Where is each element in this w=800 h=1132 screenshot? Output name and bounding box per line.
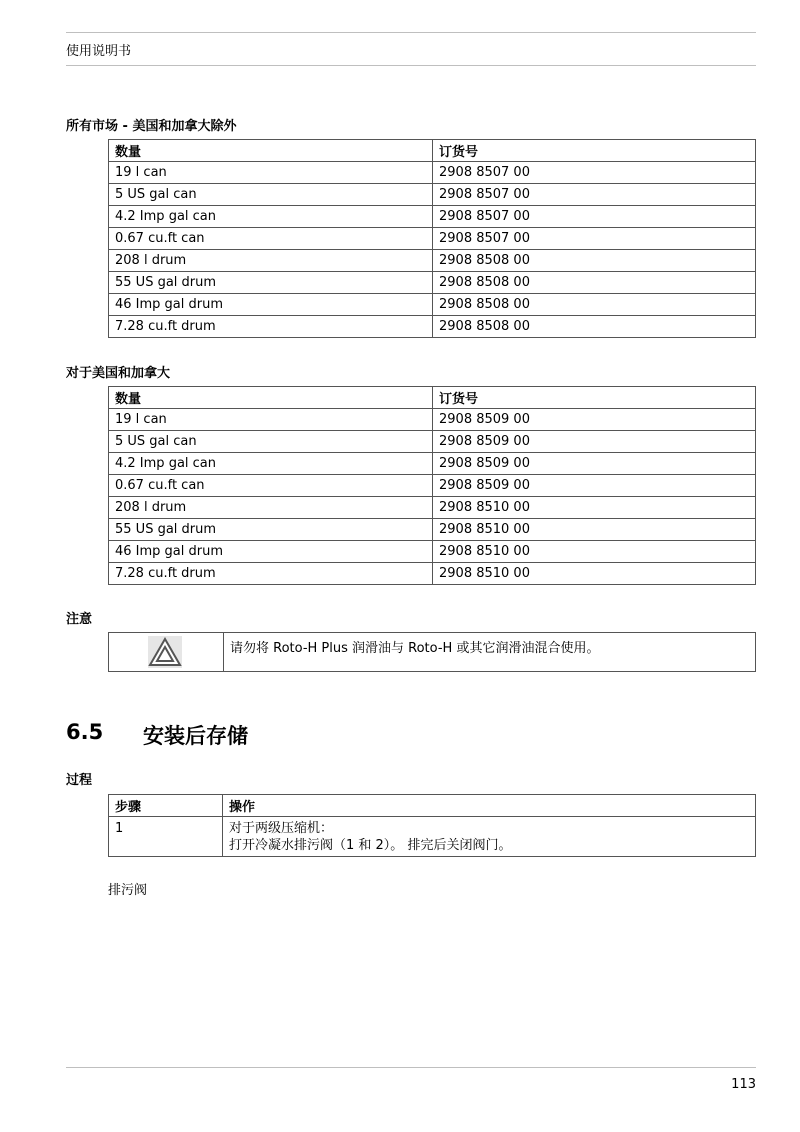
table-header-row (109, 795, 756, 817)
order-number-cell: 2908 8510 00 (433, 519, 756, 541)
order-number-cell: 2908 8508 00 (433, 294, 756, 316)
order-number-cell: 2908 8508 00 (433, 272, 756, 294)
action-column-header: 操作 (223, 795, 756, 817)
us-canada-table (108, 386, 756, 585)
step-column-header: 步骤 (109, 795, 223, 817)
notice-heading: 注意 (66, 612, 93, 627)
order-number-cell: 2908 8509 00 (433, 409, 756, 431)
order-number-cell: 2908 8508 00 (433, 316, 756, 338)
procedure-table (108, 794, 756, 857)
qty-cell: 0.67 cu.ft can (109, 228, 433, 250)
table-row (109, 541, 756, 563)
qty-cell: 4.2 Imp gal can (109, 453, 433, 475)
order-number-cell: 2908 8510 00 (433, 541, 756, 563)
order-column-header: 订货号 (433, 140, 756, 162)
qty-cell: 46 Imp gal drum (109, 541, 433, 563)
table-row (109, 162, 756, 184)
order-number-cell: 2908 8509 00 (433, 453, 756, 475)
table-row (109, 316, 756, 338)
all-markets-table (108, 139, 756, 338)
table-row (109, 250, 756, 272)
section-number: 6.5 (66, 720, 104, 744)
notice-box (108, 632, 756, 672)
qty-cell: 7.28 cu.ft drum (109, 316, 433, 338)
table-row (109, 497, 756, 519)
qty-cell: 46 Imp gal drum (109, 294, 433, 316)
notice-icon-cell (109, 633, 224, 671)
qty-cell: 5 US gal can (109, 431, 433, 453)
table-row (109, 409, 756, 431)
qty-cell: 5 US gal can (109, 184, 433, 206)
table-row (109, 453, 756, 475)
table-row (109, 519, 756, 541)
order-number-cell: 2908 8507 00 (433, 162, 756, 184)
order-number-cell: 2908 8507 00 (433, 228, 756, 250)
order-number-cell: 2908 8508 00 (433, 250, 756, 272)
table-row (109, 475, 756, 497)
header-bottom-rule (66, 65, 756, 66)
table-row (109, 228, 756, 250)
us-canada-heading: 对于美国和加拿大 (66, 366, 171, 381)
action-cell (223, 817, 756, 857)
figure-caption: 排污阀 (108, 883, 148, 898)
qty-cell: 19 l can (109, 162, 433, 184)
table-header-row (109, 140, 756, 162)
header-top-rule (66, 32, 756, 33)
qty-cell: 208 l drum (109, 250, 433, 272)
table-row (109, 272, 756, 294)
notice-text: 请勿将 Roto-H Plus 润滑油与 Roto-H 或其它润滑油混合使用。 (230, 641, 600, 656)
action-line: 对于两级压缩机： (229, 821, 334, 836)
order-number-cell: 2908 8510 00 (433, 497, 756, 519)
qty-cell: 4.2 Imp gal can (109, 206, 433, 228)
qty-cell: 7.28 cu.ft drum (109, 563, 433, 585)
order-column-header: 订货号 (433, 387, 756, 409)
qty-cell: 55 US gal drum (109, 519, 433, 541)
order-number-cell: 2908 8509 00 (433, 431, 756, 453)
order-number-cell: 2908 8507 00 (433, 184, 756, 206)
qty-column-header: 数量 (109, 387, 433, 409)
table-row (109, 431, 756, 453)
document-title: 使用说明书 (66, 44, 132, 59)
section-title: 安装后存储 (143, 724, 248, 748)
qty-column-header: 数量 (109, 140, 433, 162)
qty-cell: 19 l can (109, 409, 433, 431)
qty-cell: 0.67 cu.ft can (109, 475, 433, 497)
order-number-cell: 2908 8510 00 (433, 563, 756, 585)
table-row (109, 206, 756, 228)
table-row (109, 184, 756, 206)
step-number-cell: 1 (109, 817, 223, 857)
footer-rule (66, 1067, 756, 1068)
action-line: 打开冷凝水排污阀（1 和 2）。 排完后关闭阀门。 (229, 838, 512, 853)
warning-triangle-icon (148, 636, 182, 668)
table-row (109, 294, 756, 316)
table-header-row (109, 387, 756, 409)
page-number: 113 (731, 1077, 756, 1092)
all-markets-heading: 所有市场 - 美国和加拿大除外 (66, 119, 237, 134)
order-number-cell: 2908 8507 00 (433, 206, 756, 228)
qty-cell: 208 l drum (109, 497, 433, 519)
procedure-heading: 过程 (66, 773, 93, 788)
table-row (109, 817, 756, 857)
table-row (109, 563, 756, 585)
qty-cell: 55 US gal drum (109, 272, 433, 294)
order-number-cell: 2908 8509 00 (433, 475, 756, 497)
